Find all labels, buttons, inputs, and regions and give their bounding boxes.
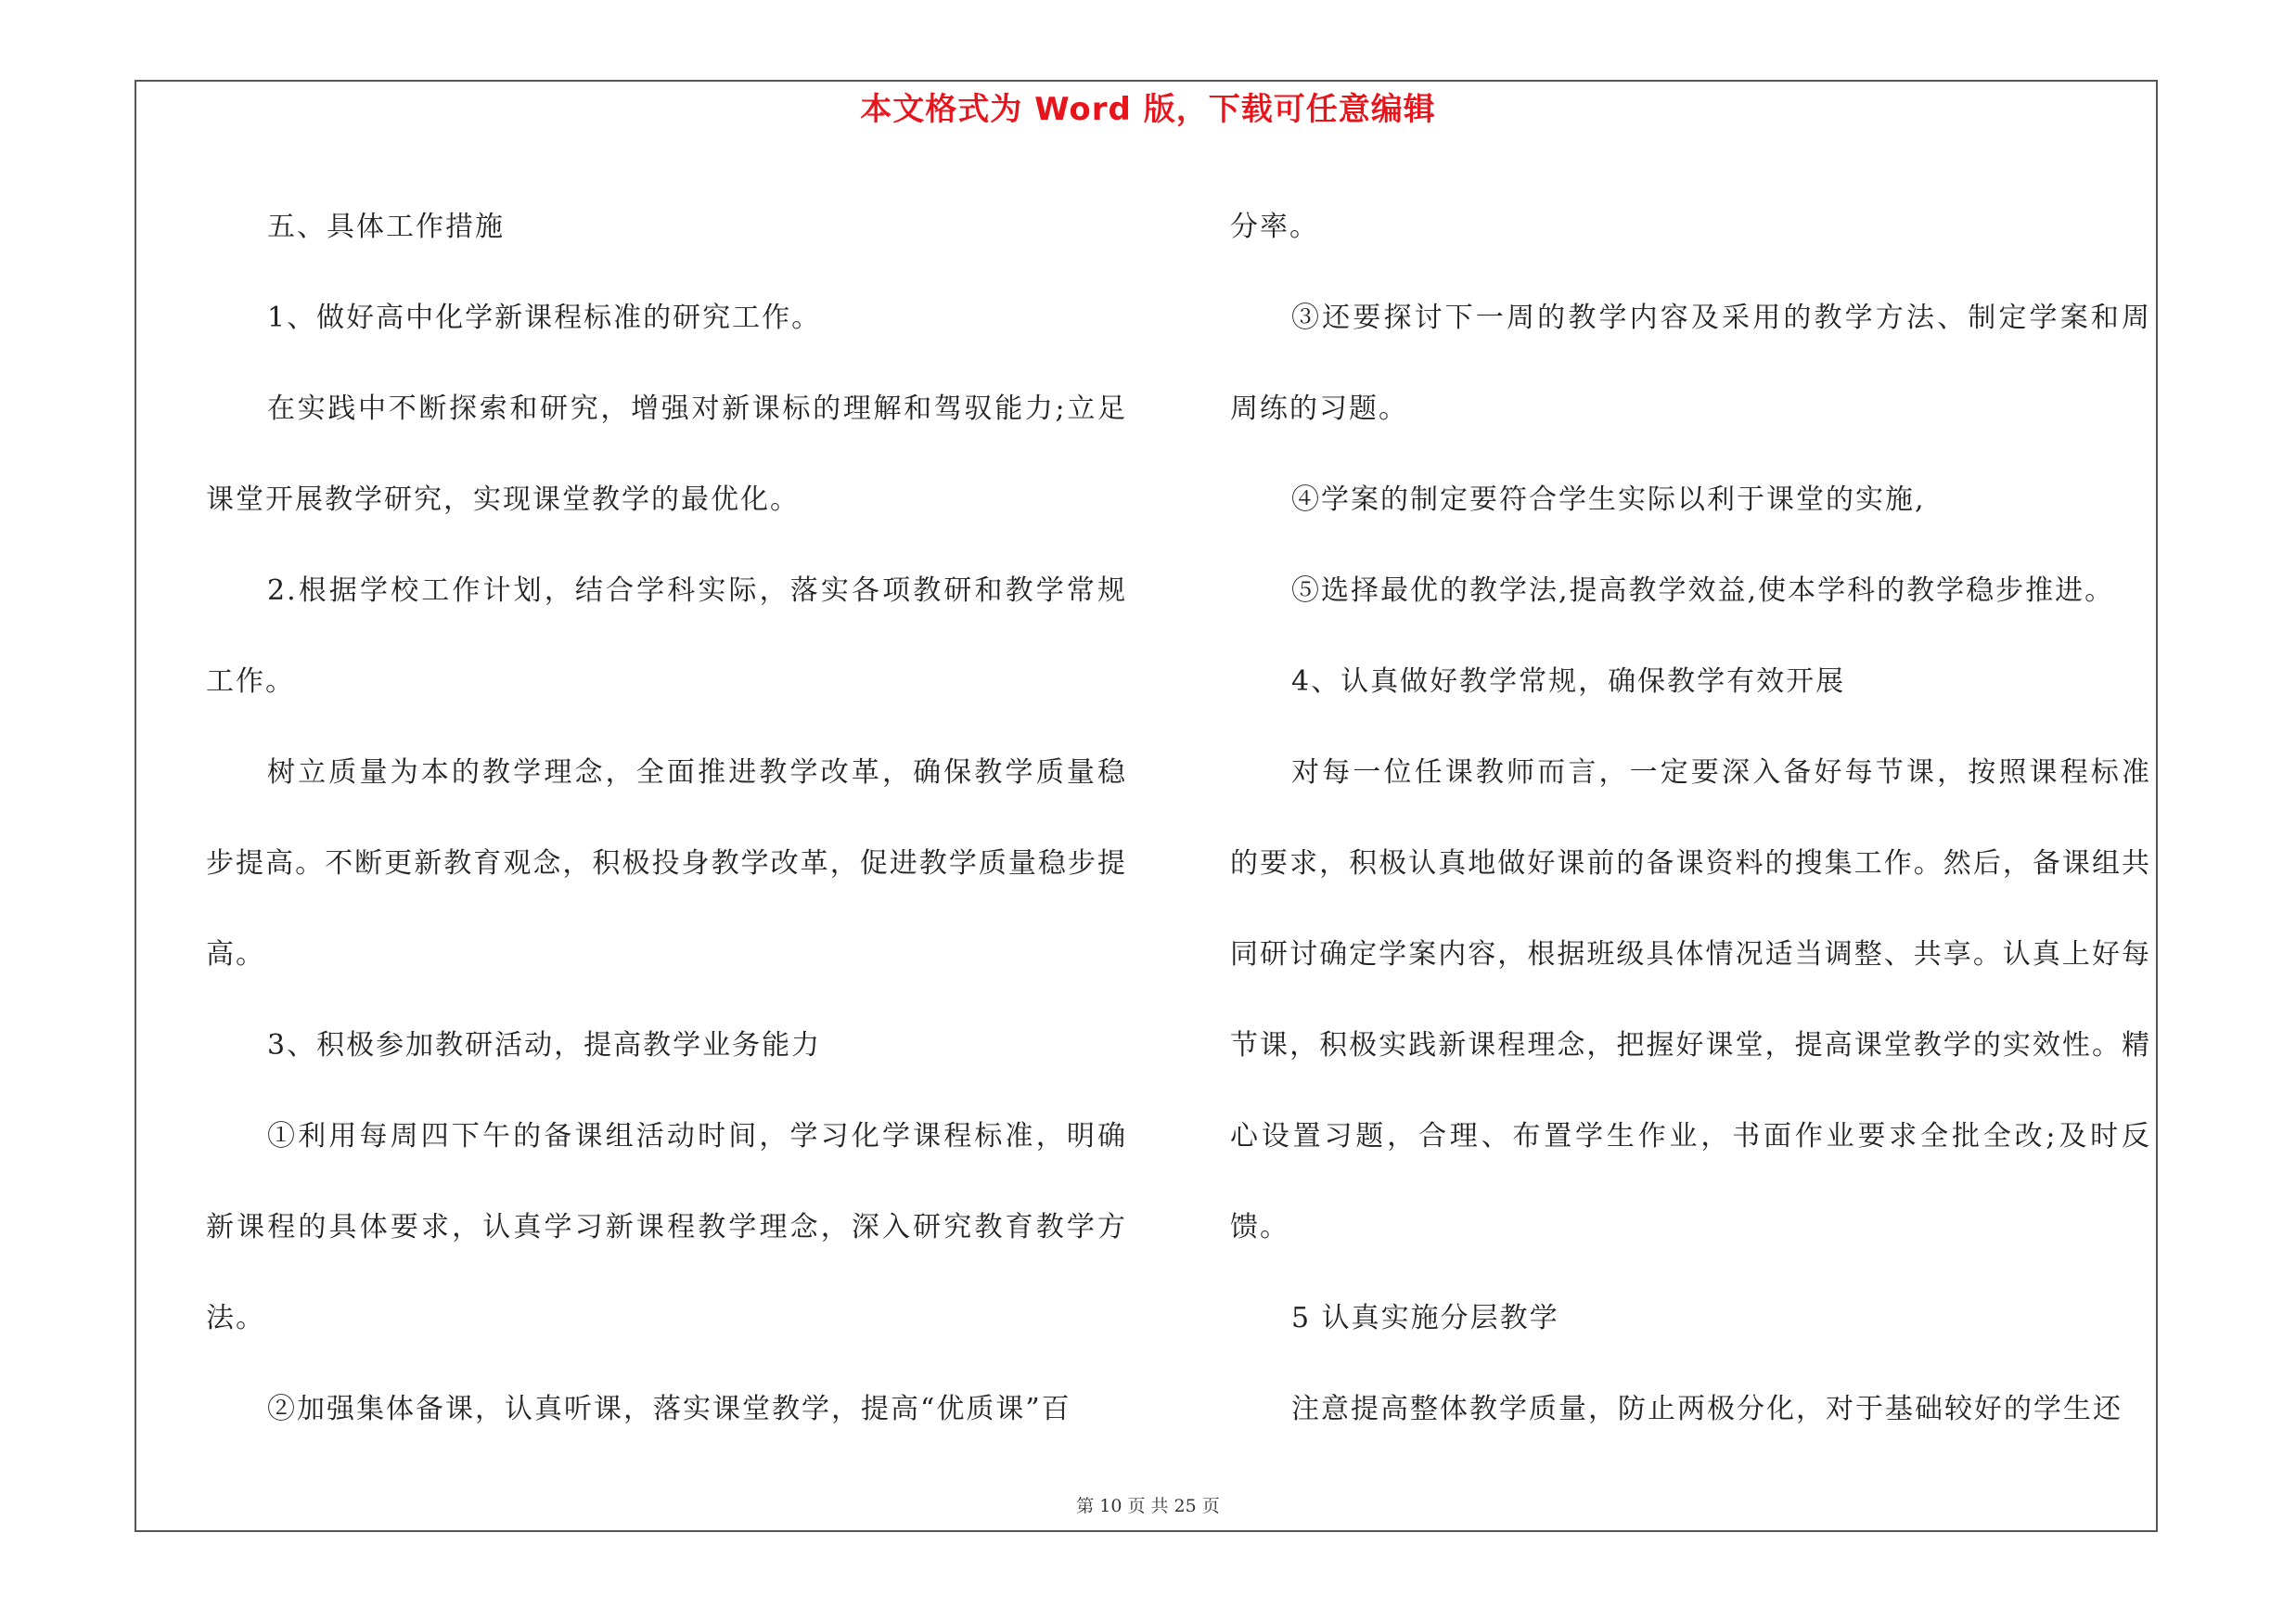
paragraph: 4、认真做好教学常规，确保教学有效开展	[1291, 665, 1846, 698]
section-heading: 五、具体工作措施	[267, 211, 505, 243]
paragraph: 1、做好高中化学新课程标准的研究工作。	[267, 302, 822, 334]
paragraph-continuation: 分率。	[1230, 211, 1319, 243]
paragraph: 在实践中不断探索和研究，增强对新课标的理解和驾驭能力;立足课堂开展教学研究，实现课堂教学的最优化。	[206, 393, 1127, 516]
paragraph: 5 认真实施分层教学	[1291, 1302, 1559, 1334]
paragraph: ①利用每周四下午的备课组活动时间，学习化学课程标准，明确新课程的具体要求，认真学习新课程教学理念，深入研究教育教学方法。	[206, 1120, 1127, 1334]
paragraph: ⑤选择最优的教学法,提高教学效益,使本学科的教学稳步推进。	[1291, 574, 2115, 607]
paragraph: ④学案的制定要符合学生实际以利于课堂的实施,	[1291, 483, 1926, 516]
paragraph: 对每一位任课教师而言，一定要深入备好每节课，按照课程标准的要求，积极认真地做好课前的备课资料的搜集工作。然后，备课组共同研讨确定学案内容，根据班级具体情况适当调整、共享。认真上好每节课，积极实践新课程理念，把握好课堂，提高课堂教学的实效性。精心设置习题，合理、布置学生作业，书面作业要求全批全改;及时反馈。	[1230, 756, 2151, 1243]
left-column	[206, 182, 1127, 1455]
right-column	[1230, 182, 2151, 1455]
paragraph: 注意提高整体教学质量，防止两极分化，对于基础较好的学生还	[1291, 1393, 2123, 1425]
paragraph: 2.根据学校工作计划，结合学科实际，落实各项教研和教学常规工作。	[206, 574, 1127, 698]
page-number: 第 10 页 共 25 页	[1076, 1496, 1220, 1516]
paragraph: 3、积极参加教研活动，提高教学业务能力	[267, 1029, 822, 1062]
paragraph: ②加强集体备课，认真听课，落实课堂教学，提高“优质课”百	[267, 1393, 1071, 1425]
paragraph: ③还要探讨下一周的教学内容及采用的教学方法、制定学案和周周练的习题。	[1230, 302, 2151, 425]
paragraph: 树立质量为本的教学理念，全面推进教学改革，确保教学质量稳步提高。不断更新教育观念，积极投身教学改革，促进教学质量稳步提高。	[206, 756, 1127, 971]
format-notice: 本文格式为 Word 版，下载可任意编辑	[860, 91, 1436, 128]
